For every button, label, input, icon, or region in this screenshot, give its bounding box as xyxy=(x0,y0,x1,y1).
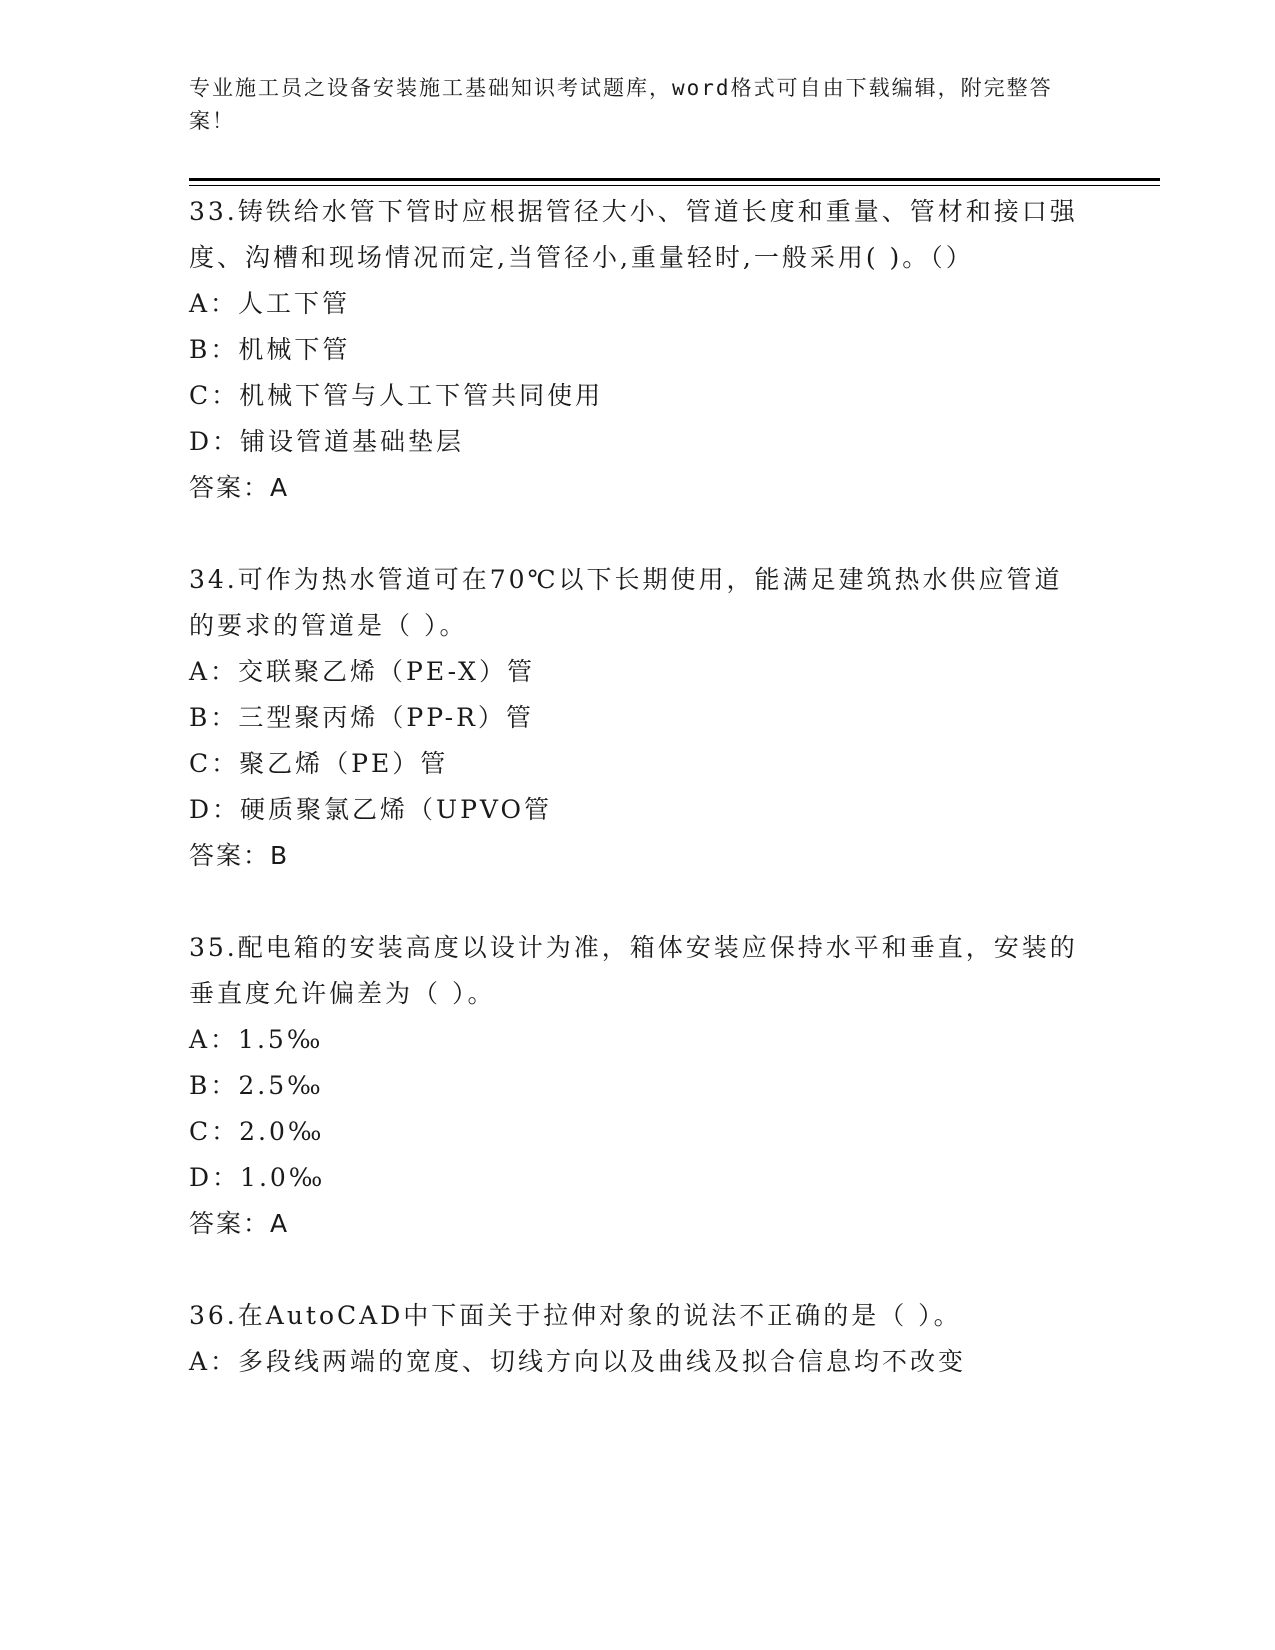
option-a: A：人工下管 xyxy=(189,289,351,318)
option-a: A：交联聚乙烯（PE-X）管 xyxy=(189,657,535,686)
answer: 答案：B xyxy=(189,841,290,870)
question-35 xyxy=(189,925,1089,1247)
option-b: B：机械下管 xyxy=(189,335,351,364)
question-stem: 33.铸铁给水管下管时应根据管径大小、管道长度和重量、管材和接口强度、沟槽和现场情况而定,当管径小,重量轻时,一般采用( )。（） xyxy=(189,197,1078,272)
option-a: A：1.5‰ xyxy=(189,1025,324,1054)
option-b: B：三型聚丙烯（PP-R）管 xyxy=(189,703,534,732)
option-c: C：聚乙烯（PE）管 xyxy=(189,749,449,778)
question-36 xyxy=(189,1293,1089,1385)
question-stem: 35.配电箱的安装高度以设计为准，箱体安装应保持水平和垂直，安装的垂直度允许偏差为（ ）。 xyxy=(189,933,1078,1008)
header-divider-thick xyxy=(189,178,1160,181)
question-34 xyxy=(189,557,1089,879)
question-stem: 36.在AutoCAD中下面关于拉伸对象的说法不正确的是（ ）。 xyxy=(189,1301,962,1330)
option-c: C：机械下管与人工下管共同使用 xyxy=(189,381,604,410)
option-b: B：2.5‰ xyxy=(189,1071,324,1100)
question-stem: 34.可作为热水管道可在70℃以下长期使用，能满足建筑热水供应管道的要求的管道是（ ）。 xyxy=(189,565,1063,640)
option-d: D：铺设管道基础垫层 xyxy=(189,427,465,456)
question-list xyxy=(189,189,1089,1385)
option-a: A：多段线两端的宽度、切线方向以及曲线及拟合信息均不改变 xyxy=(189,1347,967,1376)
option-d: D：1.0‰ xyxy=(189,1163,326,1192)
option-c: C：2.0‰ xyxy=(189,1117,325,1146)
question-33 xyxy=(189,189,1089,511)
document-header: 专业施工员之设备安装施工基础知识考试题库，word格式可自由下载编辑，附完整答案！ xyxy=(189,76,1053,133)
option-d: D：硬质聚氯乙烯（UPVO管 xyxy=(189,795,553,824)
header-divider-thin xyxy=(189,185,1160,186)
answer: 答案：A xyxy=(189,1209,290,1238)
answer: 答案：A xyxy=(189,473,290,502)
